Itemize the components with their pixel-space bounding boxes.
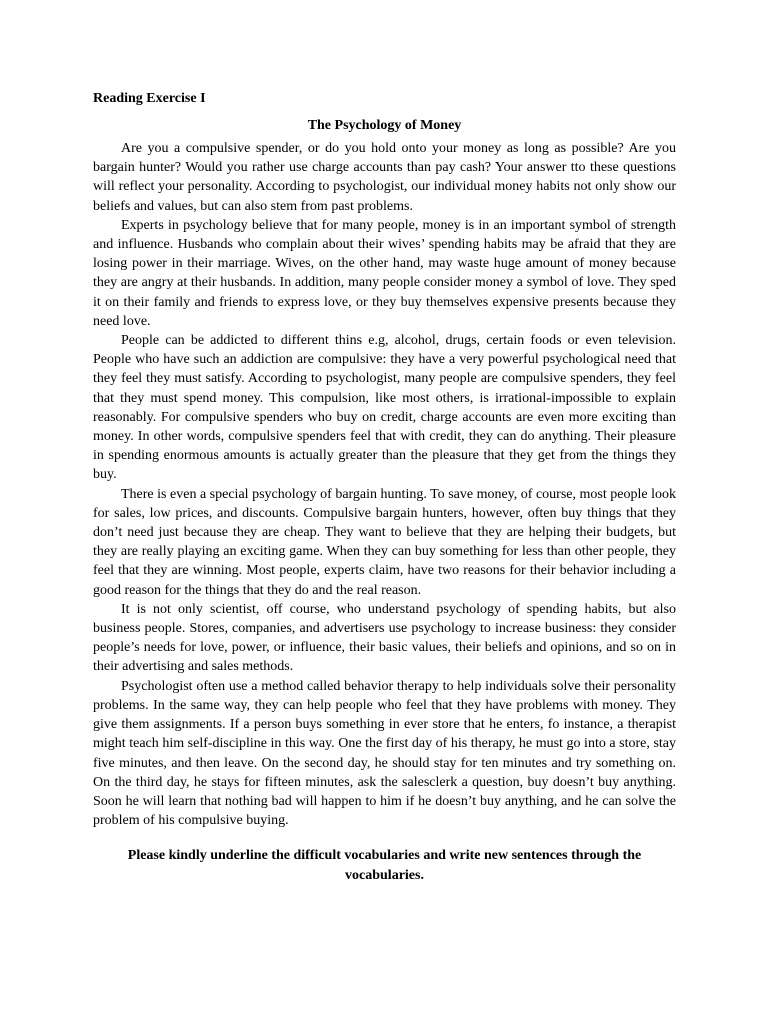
exercise-label: Reading Exercise I — [93, 91, 206, 106]
exercise-instruction: Please kindly underline the difficult vocabularies and write new sentences through the vocabularies. — [127, 848, 642, 884]
paragraph-therapy: Psychologist often use a method called behavior therapy to help individuals solve their personality problems. In the same way, they can help people who feel that they have problems with money. They give them assignments. If a person buys something in ever store that he enters, fo instance, a therapist might teach him self-discipline in this way. One the first day of his therapy, he must go into a store, stay five minutes, and then leave. On the second day, he should stay for ten minutes and try something on. On the third day, he stays for fifteen minutes, ask the salesclerk a question, buy doesn’t buy anything. Soon he will learn that nothing bad will happen to him if he doesn’t buy anything, and he can solve the problem of his compulsive buying. — [93, 678, 676, 829]
paragraph-bargain-hunting: There is even a special psychology of bargain hunting. To save money, of course, most people look for sales, low prices, and discounts. Compulsive bargain hunters, however, often buy things that they don’t need just because they are cheap. They want to believe that they are helping their budgets, but they are really playing an exciting game. When they can buy something for less than other people, they feel that they are winning. Most people, experts claim, have two reasons for their behavior including a good reason for the things that they do and the real reason. — [93, 486, 676, 598]
paragraph-addiction: People can be addicted to different thins e.g, alcohol, drugs, certain foods or even television. People who have such an addiction are compulsive: they have a very powerful psychological need that they feel they must satisfy. According to psychologist, many people are compulsive spenders, they feel that they must spend money. This compulsion, like most others, is irrational-impossible to explain reasonably. For compulsive spenders who buy on credit, charge accounts are even more exciting than money. In other words, compulsive spenders feel that with credit, they can do anything. Their pleasure in spending enormous amounts is actually greater than the pleasure that they get from the things they buy. — [93, 333, 676, 483]
paragraph-symbol-of-money: Experts in psychology believe that for many people, money is in an important symbol of strength and influence. Husbands who complain about their wives’ spending habits may be afraid that they are losing power in their marriage. Wives, on the other hand, may waste huge amount of money because they are angry at their husbands. In addition, many people consider money a symbol of love. They sped it on their family and friends to express love, or they buy themselves expensive presents because they need love. — [93, 217, 676, 329]
document-title: The Psychology of Money — [307, 118, 462, 133]
paragraph-business: It is not only scientist, off course, who understand psychology of spending habits, but also business people. Stores, companies, and advertisers use psychology to increase business: they consider people’s needs for love, power, or influence, their basic values, their beliefs and opinions, and so on in their advertising and sales methods. — [93, 601, 676, 675]
document-body — [93, 139, 676, 830]
paragraph-intro: Are you a compulsive spender, or do you hold onto your money as long as possible? Are you bargain hunter? Would you rather use charge accounts than pay cash? Your answer tto these questions will reflect your personality. According to psychologist, our individual money habits not only show our beliefs and values, but can also stem from past problems. — [93, 141, 676, 214]
